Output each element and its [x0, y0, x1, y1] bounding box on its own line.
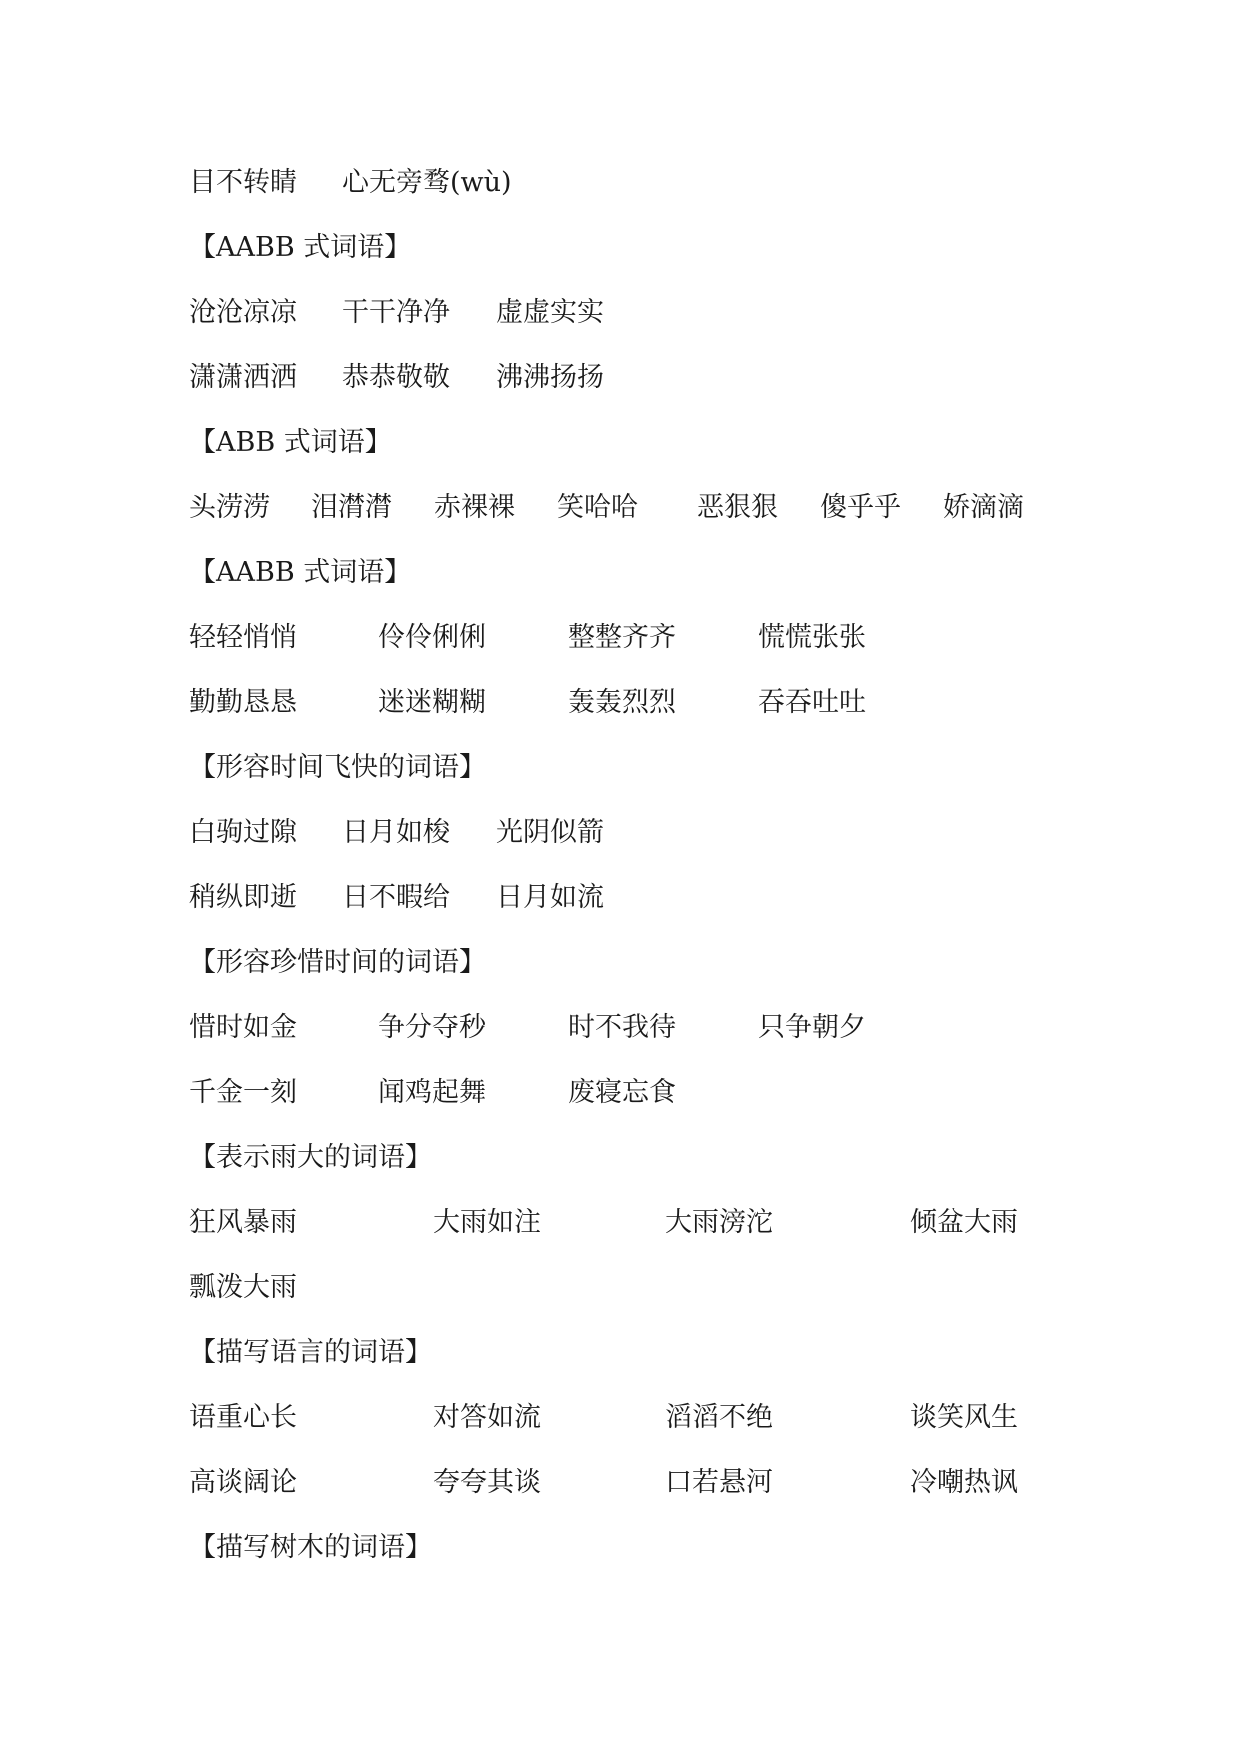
word: 笑哈哈 [557, 492, 638, 523]
word: 狂风暴雨 [189, 1207, 297, 1238]
word: 潇潇洒洒 [189, 362, 297, 393]
word: 谈笑风生 [910, 1402, 1018, 1433]
word: 对答如流 [433, 1402, 541, 1433]
section-heading: 【描写语言的词语】 [189, 1337, 432, 1368]
word: 头涝涝 [189, 492, 270, 523]
word: 恶狠狠 [697, 492, 778, 523]
word: 争分夺秒 [378, 1012, 486, 1043]
word: 千金一刻 [189, 1077, 297, 1108]
word: 轰轰烈烈 [568, 687, 676, 718]
section-heading: 【描写树木的词语】 [189, 1532, 432, 1563]
word: 目不转睛 [189, 167, 297, 198]
word: 滔滔不绝 [665, 1402, 773, 1433]
word: 瓢泼大雨 [189, 1272, 297, 1303]
word: 语重心长 [189, 1402, 297, 1433]
word: 沸沸扬扬 [496, 362, 604, 393]
word: 只争朝夕 [758, 1012, 866, 1043]
word: 轻轻悄悄 [189, 622, 297, 653]
word: 迷迷糊糊 [378, 687, 486, 718]
word: 心无旁骛(wù) [342, 167, 512, 198]
word: 夸夸其谈 [433, 1467, 541, 1498]
word: 虚虚实实 [496, 297, 604, 328]
section-heading: 【表示雨大的词语】 [189, 1142, 432, 1173]
word: 娇滴滴 [943, 492, 1024, 523]
word: 口若悬河 [665, 1467, 773, 1498]
section-heading: 【AABB 式词语】 [189, 557, 412, 588]
section-heading: 【形容时间飞快的词语】 [189, 752, 486, 783]
word: 时不我待 [568, 1012, 676, 1043]
word: 伶伶俐俐 [378, 622, 486, 653]
word: 慌慌张张 [758, 622, 866, 653]
word: 稍纵即逝 [189, 882, 297, 913]
word: 冷嘲热讽 [910, 1467, 1018, 1498]
word: 傻乎乎 [820, 492, 901, 523]
word: 干干净净 [342, 297, 450, 328]
word: 大雨滂沱 [665, 1207, 773, 1238]
word: 日月如梭 [342, 817, 450, 848]
word: 吞吞吐吐 [758, 687, 866, 718]
word: 光阴似箭 [496, 817, 604, 848]
section-heading: 【ABB 式词语】 [189, 427, 392, 458]
word: 日不暇给 [342, 882, 450, 913]
word: 白驹过隙 [189, 817, 297, 848]
word: 高谈阔论 [189, 1467, 297, 1498]
word: 惜时如金 [189, 1012, 297, 1043]
word: 整整齐齐 [568, 622, 676, 653]
word: 恭恭敬敬 [342, 362, 450, 393]
word: 废寝忘食 [568, 1077, 676, 1108]
word: 闻鸡起舞 [378, 1077, 486, 1108]
word: 勤勤恳恳 [189, 687, 297, 718]
word: 赤裸裸 [434, 492, 515, 523]
word: 沧沧凉凉 [189, 297, 297, 328]
section-heading: 【形容珍惜时间的词语】 [189, 947, 486, 978]
word: 倾盆大雨 [910, 1207, 1018, 1238]
word: 日月如流 [496, 882, 604, 913]
word: 泪潸潸 [311, 492, 392, 523]
section-heading: 【AABB 式词语】 [189, 232, 412, 263]
word: 大雨如注 [433, 1207, 541, 1238]
